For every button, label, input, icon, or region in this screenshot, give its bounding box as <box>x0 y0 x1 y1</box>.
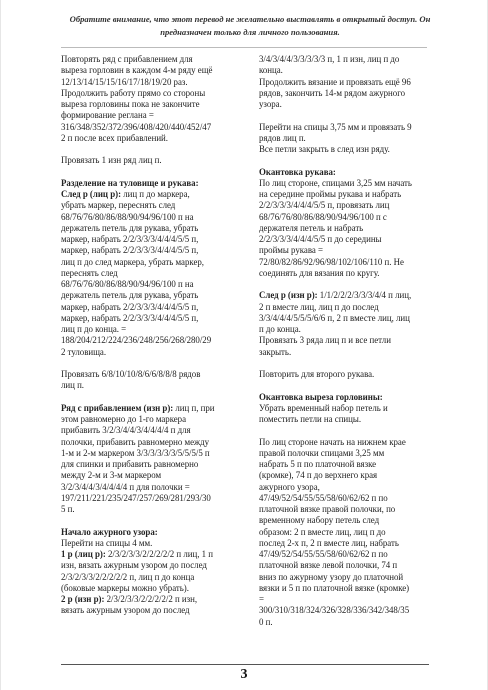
row-text: лиц п до маркера, <box>121 189 190 199</box>
text-line: 2 п вместе лиц, лиц п до послед <box>259 301 379 312</box>
paragraph <box>61 369 244 392</box>
paragraph <box>259 369 431 380</box>
paragraph <box>61 178 244 358</box>
text-line: По лиц стороне, спицами 3,25 мм начать <box>259 177 412 188</box>
text-line: Повторять ряд с прибавлением для <box>61 54 193 64</box>
row-text: лиц п, при <box>173 402 215 413</box>
paragraph <box>259 290 431 358</box>
row-text: 2/3/2/3/3/2/2/2/2/2 п лиц, 1 п <box>105 549 213 559</box>
header-divider <box>61 47 427 48</box>
text-line: 2/2/3/3/3/4/4/4/5/5 п, провязать лиц <box>259 200 390 211</box>
text-line: узора. <box>259 99 282 109</box>
paragraph <box>259 392 431 426</box>
text-line: выреза горловины пока не закончите <box>61 99 200 109</box>
text-line: Убрать временный набор петель и <box>259 402 388 413</box>
text-line: 3/4/3/4/4/3/3/3/3/3 п, 1 п изн, лиц п до <box>259 54 400 64</box>
text-line: конца. <box>259 65 283 76</box>
row-label: 1 р (лиц р): <box>61 549 106 559</box>
text-line: 72/80/82/86/92/96/98/102/106/110 п. Не <box>259 256 404 267</box>
text-line: 5 п. <box>61 504 75 514</box>
text-line: 68/76/76/80/86/88/90/94/96/100 п на <box>61 279 194 289</box>
text-line: 3/3/4/4/4/5/5/5/6/6 п, 2 п вместе лиц, лиц <box>259 312 410 323</box>
text-line: этом равномерно до 1-го маркера <box>61 414 187 424</box>
paragraph <box>259 437 431 628</box>
text-line: убрать маркер, переснять след <box>61 200 176 211</box>
text-line: 316/348/352/372/396/408/420/440/452/47 <box>61 121 212 132</box>
text-line: послед 2-х п, 2 п вместе лиц, набрать <box>259 537 399 548</box>
text-line <box>61 549 244 560</box>
section-heading: Начало ажурного узора: <box>61 526 158 537</box>
text-line: Перейти на спицы 4 мм. <box>61 537 153 548</box>
text-line: 188/204/212/224/236/248/256/268/280/29 <box>61 335 212 346</box>
text-line: 300/310/318/324/326/328/336/342/348/35 <box>259 605 410 616</box>
text-line: правой полочки спицами 3,25 мм <box>259 447 385 458</box>
text-line <box>61 189 244 200</box>
right-text-column <box>259 54 431 628</box>
text-line: закрыть. <box>259 346 292 357</box>
text-line: временному набору петель след <box>259 515 380 526</box>
text-line: образом: 2 п вместе лиц, лиц п до <box>259 526 386 537</box>
text-line: 1-м и 2-м маркером 3/3/3/3/3/3/5/5/5/5 п <box>61 447 210 458</box>
text-line: маркер, набрать 2/2/3/3/3/4/4/4/5/5 п, <box>61 301 199 312</box>
text-line: 47/49/52/54/55/55/58/60/62/62 п по <box>259 549 388 559</box>
text-line: лиц п до конца. = <box>61 324 127 334</box>
text-line: 2 п после всех прибавлений. <box>61 132 168 143</box>
paragraph <box>259 54 431 110</box>
text-line: 2/3/2/3/3/2/2/2/2/2 п, лиц п до конца <box>61 571 195 582</box>
paragraph <box>61 54 244 144</box>
text-line: п до конца. <box>259 324 301 334</box>
text-line: Продолжить работу прямо со стороны <box>61 87 206 98</box>
section-heading: Окантовка выреза горловины: <box>259 391 383 402</box>
text-line: 12/13/14/15/15/16/17/18/19/20 раз. <box>61 76 188 87</box>
text-line: соединять для вязания по кругу. <box>259 267 380 278</box>
text-line: держателя петель и набрать <box>259 222 364 233</box>
text-line: лиц п. <box>61 380 84 391</box>
text-line: набрать 5 п по платочной вязке <box>259 459 377 469</box>
text-line: вниз по ажурному узору до платочной <box>259 571 404 582</box>
text-line: 197/211/221/235/247/257/269/281/293/30 <box>61 492 211 503</box>
text-line: маркер, набрать 2/2/3/3/3/4/4/4/5/5 п, <box>61 245 199 256</box>
row-label: След р (изн р): <box>259 290 318 301</box>
row-text: 1/1/2/2/2/3/3/3/4/4 п лиц, <box>317 290 412 301</box>
text-line: поместить петли на спицы. <box>259 414 362 424</box>
section-heading: Окантовка рукава: <box>259 166 336 177</box>
text-line: полочки, прибавить равномерно между <box>61 436 210 447</box>
text-line: Провязать 1 изн ряд лиц п. <box>61 155 162 166</box>
text-line: маркер, набрать 2/2/3/3/3/4/4/4/5/5 п, <box>61 312 199 323</box>
text-line: Провязать 6/8/10/10/8/6/6/8/8/8 рядов <box>61 369 201 379</box>
text-line: вязать ажурным узором до послед <box>61 605 190 616</box>
privacy-note-line: Обратите внимание, что этот перевод не желательно выставлять в открытый доступ. Он <box>69 14 431 24</box>
left-text-column <box>61 54 244 617</box>
paragraph <box>61 527 244 617</box>
text-line: прибавить 3/2/3/4/4/3/4/4/4/4 п для <box>61 425 191 436</box>
text-line: вязки и 5 п по платочной вязке (кромке) <box>259 582 410 593</box>
text-line: Повторить для второго рукава. <box>259 369 375 379</box>
row-label: Ряд с прибавлением (изн р): <box>61 402 174 413</box>
paragraph <box>61 155 244 166</box>
text-line: 68/76/76/80/86/88/90/94/96/100 п на <box>61 211 194 222</box>
text-line: переснять след <box>61 267 118 278</box>
paragraph <box>259 122 431 156</box>
text-line: проймы рукава = <box>259 245 323 256</box>
text-line: (кромке), 74 п до верхнего края <box>259 470 378 481</box>
section-heading: Разделение на туловище и рукава: <box>61 177 199 188</box>
text-line <box>61 403 244 414</box>
text-line: Перейти на спицы 3,75 мм и провязать 9 <box>259 121 412 132</box>
text-line: 0 п. <box>259 616 273 627</box>
text-line: 68/76/76/80/86/88/90/94/96/100 п с <box>259 211 387 222</box>
text-line: рядов, закончить 14-м рядом ажурного <box>259 87 406 98</box>
text-line: 2/2/3/3/3/4/4/4/5/5 п до середины <box>259 234 382 244</box>
text-line: держатель петель для рукава, убрать <box>61 222 199 233</box>
text-line: Провязать 3 ряда лиц п и все петли <box>259 335 391 346</box>
text-line: Все петли закрыть в след изн ряду. <box>259 144 390 154</box>
footer-divider <box>61 664 429 665</box>
paragraph <box>259 167 431 280</box>
text-line: рядов лиц п. <box>259 132 306 143</box>
text-line <box>259 290 431 301</box>
row-label: 2 р (изн р): <box>61 594 105 604</box>
privacy-note <box>35 13 465 39</box>
page-number: 3 <box>240 667 248 682</box>
text-line: маркер, набрать 2/2/3/3/3/4/4/4/5/5 п, <box>61 234 199 244</box>
text-line: Продолжить вязание и провязать ещё 96 <box>259 76 411 87</box>
text-line: изн, вязать ажурным узором до послед <box>61 560 207 571</box>
text-line: По лиц стороне начать на нижнем крае <box>259 436 406 447</box>
text-line: платочной вязке левой полочки, 74 п <box>259 560 398 571</box>
text-line: 3/2/3/4/4/3/4/4/4/4 п для полочки = <box>61 481 190 492</box>
privacy-note-line: предназначен только для личного пользования. <box>160 27 340 37</box>
text-line: выреза горловин в каждом 4-м ряду ещё <box>61 65 213 76</box>
text-line: между 2-м и 3-м маркером <box>61 470 162 481</box>
text-line: формирование реглана = <box>61 110 154 121</box>
text-line: (боковые маркеры можно убрать). <box>61 582 189 593</box>
text-line: 2 туловища. <box>61 346 107 357</box>
paragraph <box>61 403 244 516</box>
row-text: 2/3/2/3/3/2/2/2/2/2 п изн, <box>104 594 198 604</box>
text-line: на середине проймы рукава и набрать <box>259 189 402 199</box>
text-line <box>61 594 244 605</box>
text-line: = <box>259 594 264 604</box>
text-line: лиц п до след маркера, убрать маркер, <box>61 256 204 267</box>
text-line: для спинки и прибавить равномерно <box>61 459 199 469</box>
text-line: ажурного узора, <box>259 481 320 492</box>
text-line: держатель петель для рукава, убрать <box>61 290 199 301</box>
text-line: платочной вязке правой полочки, по <box>259 504 396 514</box>
row-label: След р (лиц р): <box>61 189 122 199</box>
text-line: 47/49/52/54/55/55/58/60/62/62 п по <box>259 492 388 503</box>
